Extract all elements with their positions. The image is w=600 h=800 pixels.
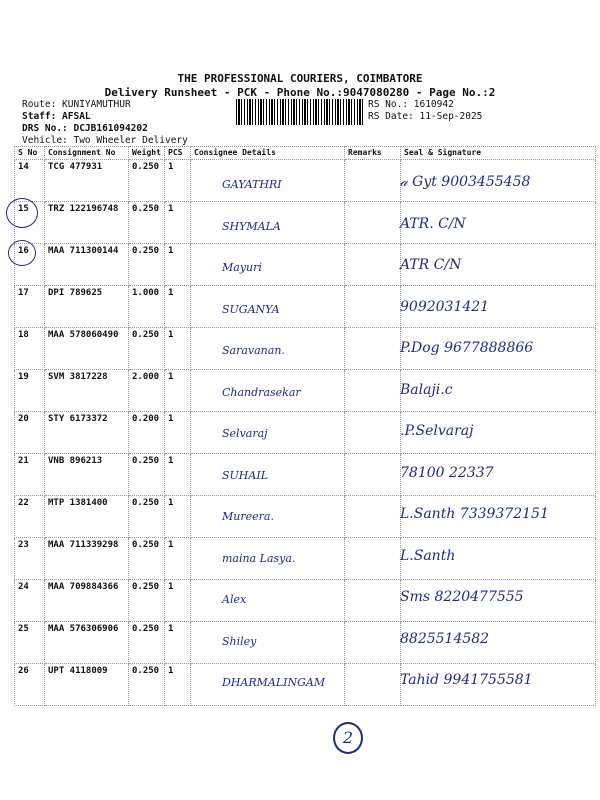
remarks-cell [345,622,401,664]
table-row [15,370,596,412]
page-mark: 2 [333,722,363,754]
table-row [15,202,596,244]
signature-handwriting: 9092031421 [400,298,490,315]
remarks-cell [345,454,401,496]
col-sno: S No [15,147,45,160]
consignee-cell [191,244,345,286]
weight-cell: 0.250 [129,622,165,664]
sno-cell: 24 [15,580,45,622]
consignment-cell: STY 6173372 [45,412,129,454]
col-weight: Weight [129,147,165,160]
pcs-cell: 1 [165,244,191,286]
remarks-cell [345,538,401,580]
consignment-cell: TRZ 122196748 [45,202,129,244]
col-pcs: PCS [165,147,191,160]
consignment-cell: MTP 1381400 [45,496,129,538]
table-header-row [15,147,596,160]
consignment-cell: DPI 789625 [45,286,129,328]
consignee-handwriting: DHARMALINGAM [222,676,326,689]
signature-handwriting: ATR C/N [400,257,462,273]
consignment-cell: MAA 576306906 [45,622,129,664]
staff-label: Staff: AFSAL [22,111,91,122]
signature-handwriting: Tahid 9941755581 [400,672,533,688]
consignment-cell: MAA 711300144 [45,244,129,286]
sno-cell: 16 [15,244,45,286]
remarks-cell [345,202,401,244]
col-remarks: Remarks [345,147,401,160]
weight-cell: 1.000 [129,286,165,328]
consignment-cell: MAA 711339298 [45,538,129,580]
remarks-cell [345,496,401,538]
table-row [15,412,596,454]
sno-cell: 26 [15,664,45,706]
pcs-cell: 1 [165,202,191,244]
signature-handwriting: 78100 22337 [400,464,494,481]
remarks-cell [345,160,401,202]
consignee-handwriting: SUGANYA [222,302,280,316]
runsheet-table [14,146,596,706]
table-row [15,454,596,496]
pcs-cell: 1 [165,580,191,622]
rs-date: RS Date: 11-Sep-2025 [368,111,483,122]
consignee-handwriting: Mureera. [222,510,274,523]
consignee-cell [191,580,345,622]
consignee-handwriting: Saravanan. [222,344,285,357]
weight-cell: 0.250 [129,160,165,202]
weight-cell: 0.250 [129,202,165,244]
pcs-cell: 1 [165,160,191,202]
vehicle-label: Vehicle: Two Wheeler Delivery [22,135,188,146]
col-seal: Seal & Signature [401,147,596,160]
weight-cell: 0.250 [129,454,165,496]
signature-handwriting: .P.Selvaraj [400,423,474,439]
sno-cell: 20 [15,412,45,454]
consignee-handwriting: Alex [222,593,247,606]
company-title: THE PROFESSIONAL COURIERS, COIMBATORE [177,72,423,85]
table-row [15,286,596,328]
consignment-cell: TCG 477931 [45,160,129,202]
pcs-cell: 1 [165,496,191,538]
weight-cell: 0.250 [129,538,165,580]
sno-cell: 14 [15,160,45,202]
weight-cell: 0.200 [129,412,165,454]
weight-cell: 0.250 [129,496,165,538]
pcs-cell: 1 [165,412,191,454]
weight-cell: 0.250 [129,328,165,370]
pcs-cell: 1 [165,370,191,412]
sno-cell: 17 [15,286,45,328]
consignee-handwriting: Mayuri [222,261,262,274]
row-16-circle [8,240,36,266]
pcs-cell: 1 [165,328,191,370]
consignee-handwriting: Selvaraj [222,427,268,440]
consignment-cell: MAA 578060490 [45,328,129,370]
table-row [15,538,596,580]
row-15-circle [6,198,38,228]
signature-handwriting: 8825514582 [400,630,490,647]
table-row [15,244,596,286]
signature-handwriting: L.Santh [400,547,456,564]
consignee-handwriting: Shiley [222,634,257,648]
consignee-handwriting: SUHAIL [222,468,268,482]
pcs-cell: 1 [165,622,191,664]
remarks-cell [345,328,401,370]
consignment-cell: UPT 4118009 [45,664,129,706]
pcs-cell: 1 [165,664,191,706]
signature-handwriting: L.Santh 7339372151 [400,506,549,522]
consignee-cell [191,622,345,664]
remarks-cell [345,286,401,328]
sno-cell: 22 [15,496,45,538]
weight-cell: 0.250 [129,244,165,286]
weight-cell: 0.250 [129,580,165,622]
barcode [236,99,364,125]
sno-cell: 15 [15,202,45,244]
weight-cell: 2.000 [129,370,165,412]
signature-handwriting: Balaji.c [400,381,453,398]
signature-handwriting: ATR. C/N [400,215,466,232]
route-label: Route: KUNIYAMUTHUR [22,99,131,110]
pcs-cell: 1 [165,454,191,496]
signature-handwriting: P.Dog 9677888866 [400,340,534,356]
consignment-cell: MAA 709884366 [45,580,129,622]
consignment-cell: VNB 896213 [45,454,129,496]
col-consignment: Consignment No [45,147,129,160]
pcs-cell: 1 [165,286,191,328]
remarks-cell [345,370,401,412]
sno-cell: 23 [15,538,45,580]
remarks-cell [345,412,401,454]
rs-number: RS No.: 1610942 [368,99,454,110]
signature-handwriting: 𝒶 Gyt 9003455458 [400,174,531,190]
remarks-cell [345,244,401,286]
consignee-handwriting: GAYATHRI [222,178,282,191]
sno-cell: 25 [15,622,45,664]
drs-label: DRS No.: DCJB161094202 [22,123,148,134]
sno-cell: 21 [15,454,45,496]
remarks-cell [345,664,401,706]
runsheet-subtitle: Delivery Runsheet - PCK - Phone No.:9047080280 - Page No.:2 [104,86,496,99]
consignee-handwriting: SHYMALA [222,219,281,233]
remarks-cell [345,580,401,622]
signature-handwriting: Sms 8220477555 [400,589,524,605]
col-consignee: Consignee Details [191,147,345,160]
table-row [15,622,596,664]
consignment-cell: SVM 3817228 [45,370,129,412]
weight-cell: 0.250 [129,664,165,706]
consignee-handwriting: Chandrasekar [222,385,301,399]
consignee-handwriting: maina Lasya. [222,551,296,565]
sno-cell: 19 [15,370,45,412]
sno-cell: 18 [15,328,45,370]
pcs-cell: 1 [165,538,191,580]
